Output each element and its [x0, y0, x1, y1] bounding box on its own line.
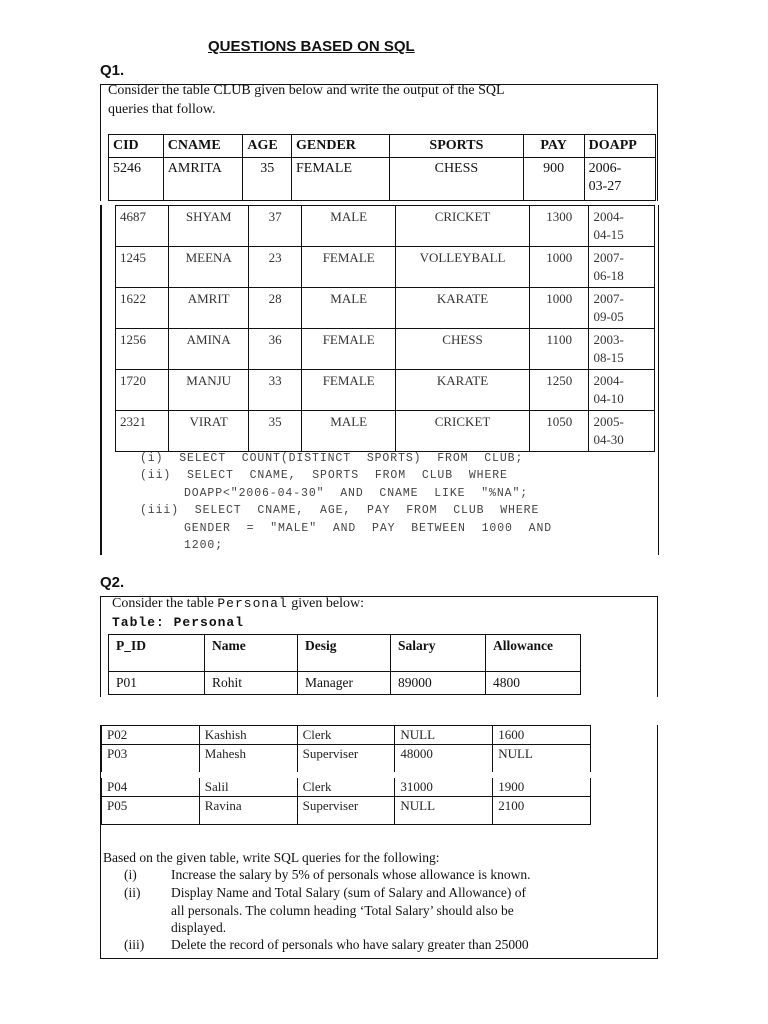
- personal-header-row: [109, 635, 581, 672]
- cell: KARATE: [396, 288, 530, 329]
- cell: 1250: [530, 370, 589, 411]
- col-cid: CID: [109, 135, 164, 158]
- cell: 1000: [530, 247, 589, 288]
- cell: 33: [248, 370, 301, 411]
- date-part: 04-10: [593, 391, 624, 406]
- club-header-row: [109, 135, 656, 158]
- col-pay: PAY: [523, 135, 584, 158]
- date-part: 2007-: [593, 291, 624, 306]
- cell: Mahesh: [199, 745, 297, 776]
- club-row: [116, 288, 655, 329]
- q2-item-text: displayed.: [171, 920, 227, 935]
- cell: MALE: [302, 411, 396, 452]
- club-row: [116, 247, 655, 288]
- q2-item-text: Delete the record of personals who have salary greater than 25000: [171, 937, 529, 952]
- cell: 4800: [486, 672, 581, 695]
- cell: FEMALE: [302, 370, 396, 411]
- personal-rows: [102, 726, 591, 825]
- q2-item-number: (ii): [124, 885, 141, 900]
- cell: FEMALE: [302, 247, 396, 288]
- date-part: 04-15: [593, 227, 624, 242]
- date-part: 08-15: [593, 350, 624, 365]
- club-row: [116, 370, 655, 411]
- cell-date: [589, 329, 655, 370]
- cell-date: [589, 288, 655, 329]
- cell: 1100: [530, 329, 589, 370]
- cell: 35: [248, 411, 301, 452]
- cell: Ravina: [199, 797, 297, 825]
- cell: 1900: [493, 775, 591, 797]
- col-allowance: Allowance: [486, 635, 581, 672]
- q1-intro-line1: Consider the table CLUB given below and write the output of the SQL: [108, 83, 505, 98]
- cell: VOLLEYBALL: [396, 247, 530, 288]
- cell: 1600: [493, 726, 591, 745]
- date-part: 2004-: [593, 209, 624, 224]
- q2-item-number: (i): [124, 867, 137, 882]
- cell: 23: [248, 247, 301, 288]
- cell: MALE: [302, 206, 396, 247]
- cell: CRICKET: [396, 411, 530, 452]
- col-gender: GENDER: [292, 135, 390, 158]
- cell: 28: [248, 288, 301, 329]
- q2-item-text: Display Name and Total Salary (sum of Salary and Allowance) of: [171, 885, 526, 900]
- cell: 48000: [395, 745, 493, 776]
- club-row: [116, 329, 655, 370]
- personal-table-header: [108, 634, 581, 695]
- cell: MEENA: [169, 247, 249, 288]
- cell: 2100: [493, 797, 591, 825]
- cell: Manager: [298, 672, 391, 695]
- club-table-header: [108, 134, 656, 201]
- cell: CHESS: [396, 329, 530, 370]
- cell: Salil: [199, 775, 297, 797]
- date-part: 09-05: [593, 309, 624, 324]
- personal-row: [102, 726, 591, 745]
- col-cname: CNAME: [163, 135, 243, 158]
- club-row: [116, 411, 655, 452]
- cell: 5246: [109, 158, 164, 201]
- cell: AMRIT: [169, 288, 249, 329]
- club-table-body: [115, 205, 655, 452]
- cell: CHESS: [390, 158, 523, 201]
- cell: Superviser: [297, 745, 395, 776]
- cell: NULL: [493, 745, 591, 776]
- col-pid: P_ID: [109, 635, 205, 672]
- q1-query-line: (ii) SELECT CNAME, SPORTS FROM CLUB WHERE: [140, 469, 508, 482]
- cell-date: [589, 247, 655, 288]
- q2-based-on: Based on the given table, write SQL queries for the following:: [103, 850, 440, 865]
- cell: FEMALE: [292, 158, 390, 201]
- cell: P03: [102, 745, 200, 776]
- cell: P05: [102, 797, 200, 825]
- q2-label: Q2.: [100, 574, 125, 591]
- cell: Superviser: [297, 797, 395, 825]
- col-name: Name: [205, 635, 298, 672]
- cell: 31000: [395, 775, 493, 797]
- cell: Kashish: [199, 726, 297, 745]
- cell: FEMALE: [302, 329, 396, 370]
- cell: AMINA: [169, 329, 249, 370]
- cell: 900: [523, 158, 584, 201]
- cell: Rohit: [205, 672, 298, 695]
- q2-item-text: Increase the salary by 5% of personals whose allowance is known.: [171, 867, 531, 882]
- cell: NULL: [395, 726, 493, 745]
- cell: 1300: [530, 206, 589, 247]
- q1-query-line: (i) SELECT COUNT(DISTINCT SPORTS) FROM CLUB;: [140, 452, 524, 465]
- cell: VIRAT: [169, 411, 249, 452]
- cell: AMRITA: [163, 158, 243, 201]
- col-doapp: DOAPP: [584, 135, 655, 158]
- q1-query-line: GENDER = "MALE" AND PAY BETWEEN 1000 AND: [184, 522, 553, 535]
- q1-query-line: DOAPP<"2006-04-30" AND CNAME LIKE "%NA";: [184, 487, 529, 500]
- cell: P04: [102, 775, 200, 797]
- cell: 4687: [116, 206, 169, 247]
- cell: 1000: [530, 288, 589, 329]
- page-title: QUESTIONS BASED ON SQL: [208, 38, 415, 55]
- personal-row: [102, 797, 591, 825]
- cell: 35: [243, 158, 292, 201]
- date-part: 2007-: [593, 250, 624, 265]
- cell: 36: [248, 329, 301, 370]
- col-desig: Desig: [298, 635, 391, 672]
- cell: KARATE: [396, 370, 530, 411]
- date-part: 2004-: [593, 373, 624, 388]
- q2-item-text: all personals. The column heading ‘Total Salary’ should also be: [171, 903, 514, 918]
- col-salary: Salary: [391, 635, 486, 672]
- cell-date: [589, 370, 655, 411]
- personal-row: [102, 745, 591, 776]
- q2-item-number: (iii): [124, 937, 145, 952]
- q2-intro-table: Personal: [217, 596, 288, 611]
- cell: 89000: [391, 672, 486, 695]
- col-age: AGE: [243, 135, 292, 158]
- date-part: 2005-: [593, 414, 624, 429]
- club-row: [116, 206, 655, 247]
- q1-query-line: (iii) SELECT CNAME, AGE, PAY FROM CLUB WHERE: [140, 504, 540, 517]
- personal-row: [109, 672, 581, 695]
- date-part: 04-30: [593, 432, 624, 447]
- cell: 1622: [116, 288, 169, 329]
- cell: 1720: [116, 370, 169, 411]
- cell: P02: [102, 726, 200, 745]
- personal-table-body: [101, 725, 591, 825]
- club-rows: [116, 206, 655, 452]
- date-part2: 03-27: [588, 179, 622, 194]
- q1-query-line: 1200;: [184, 539, 224, 552]
- cell: 1245: [116, 247, 169, 288]
- cell: 2321: [116, 411, 169, 452]
- cell: Clerk: [297, 775, 395, 797]
- cell-date: [584, 158, 655, 201]
- q2-intro-suffix: given below:: [287, 596, 365, 611]
- q2-intro-prefix: Consider the table: [112, 596, 218, 611]
- cell: SHYAM: [169, 206, 249, 247]
- cell: NULL: [395, 797, 493, 825]
- q2-table-caption: Table: Personal: [112, 615, 245, 630]
- date-part: 06-18: [593, 268, 624, 283]
- cell: 37: [248, 206, 301, 247]
- cell: MANJU: [169, 370, 249, 411]
- cell: Clerk: [297, 726, 395, 745]
- cell: 1256: [116, 329, 169, 370]
- date-part: 2003-: [593, 332, 624, 347]
- cell: 1050: [530, 411, 589, 452]
- date-part1: 2006-: [588, 161, 622, 176]
- cell-date: [589, 411, 655, 452]
- q2-intro: [112, 596, 364, 612]
- q1-intro-line2: queries that follow.: [108, 102, 216, 117]
- col-sports: SPORTS: [390, 135, 523, 158]
- cell: CRICKET: [396, 206, 530, 247]
- cell-date: [589, 206, 655, 247]
- cell: P01: [109, 672, 205, 695]
- club-row: [109, 158, 656, 201]
- cell: MALE: [302, 288, 396, 329]
- personal-row: [102, 775, 591, 797]
- q1-label: Q1.: [100, 62, 125, 79]
